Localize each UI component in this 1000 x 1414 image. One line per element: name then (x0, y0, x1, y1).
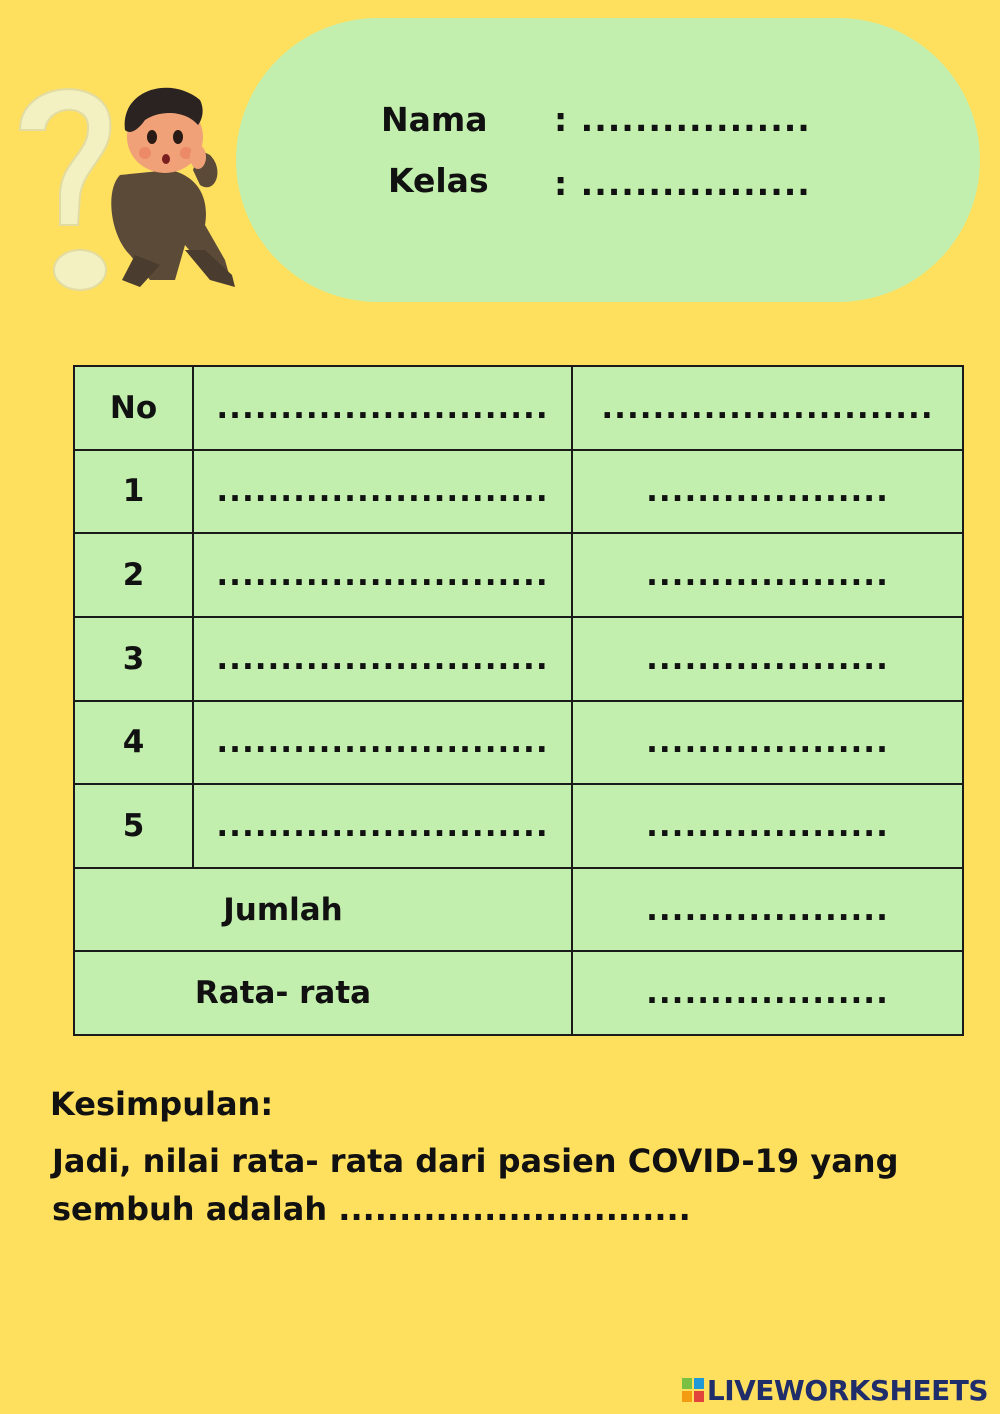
conclusion-text (52, 1137, 932, 1233)
row-value-a-field[interactable]: .......................... (193, 617, 572, 701)
row-number: 2 (74, 533, 193, 617)
average-label: Rata- rata (74, 951, 572, 1035)
total-label: Jumlah (74, 868, 572, 952)
total-row (74, 868, 963, 952)
logo-text: LIVEWORKSHEETS (706, 1373, 988, 1407)
liveworksheets-logo[interactable] (682, 1373, 988, 1407)
row-value-a-field[interactable]: .......................... (193, 533, 572, 617)
question-mark-icon (20, 89, 110, 290)
table-row (74, 617, 963, 701)
thinking-boy-illustration (10, 75, 240, 300)
row-value-b-field[interactable]: ................... (572, 784, 963, 868)
row-value-a-field[interactable]: .......................... (193, 701, 572, 785)
average-value-field[interactable]: ................... (572, 951, 963, 1035)
header-no: No (74, 366, 193, 450)
table-row (74, 450, 963, 534)
table-row (74, 784, 963, 868)
table-row (74, 701, 963, 785)
header-column-a-field[interactable]: .......................... (193, 366, 572, 450)
conclusion-line-1: Jadi, nilai rata- rata dari pasien COVID-19 yang (52, 1142, 899, 1180)
name-label: Nama (381, 100, 488, 139)
row-number: 4 (74, 701, 193, 785)
total-value-field[interactable]: ................... (572, 868, 963, 952)
row-value-b-field[interactable]: ................... (572, 701, 963, 785)
row-value-b-field[interactable]: ................... (572, 617, 963, 701)
row-value-b-field[interactable]: ................... (572, 450, 963, 534)
row-number: 1 (74, 450, 193, 534)
conclusion-answer-field[interactable]: sembuh adalah ............................. (52, 1190, 691, 1228)
class-label: Kelas (388, 161, 489, 200)
logo-mark-icon (682, 1378, 704, 1402)
row-value-a-field[interactable]: .......................... (193, 450, 572, 534)
name-field[interactable]: : ................. (554, 100, 811, 139)
table-row (74, 533, 963, 617)
boy-character (111, 88, 235, 287)
row-number: 5 (74, 784, 193, 868)
average-row (74, 951, 963, 1035)
score-table (73, 365, 964, 1036)
class-field[interactable]: : ................. (554, 164, 811, 203)
header-column-b-field[interactable]: .......................... (572, 366, 963, 450)
student-info-panel (236, 18, 980, 302)
table-header-row (74, 366, 963, 450)
row-number: 3 (74, 617, 193, 701)
row-value-b-field[interactable]: ................... (572, 533, 963, 617)
row-value-a-field[interactable]: .......................... (193, 784, 572, 868)
conclusion-title: Kesimpulan: (50, 1085, 274, 1123)
